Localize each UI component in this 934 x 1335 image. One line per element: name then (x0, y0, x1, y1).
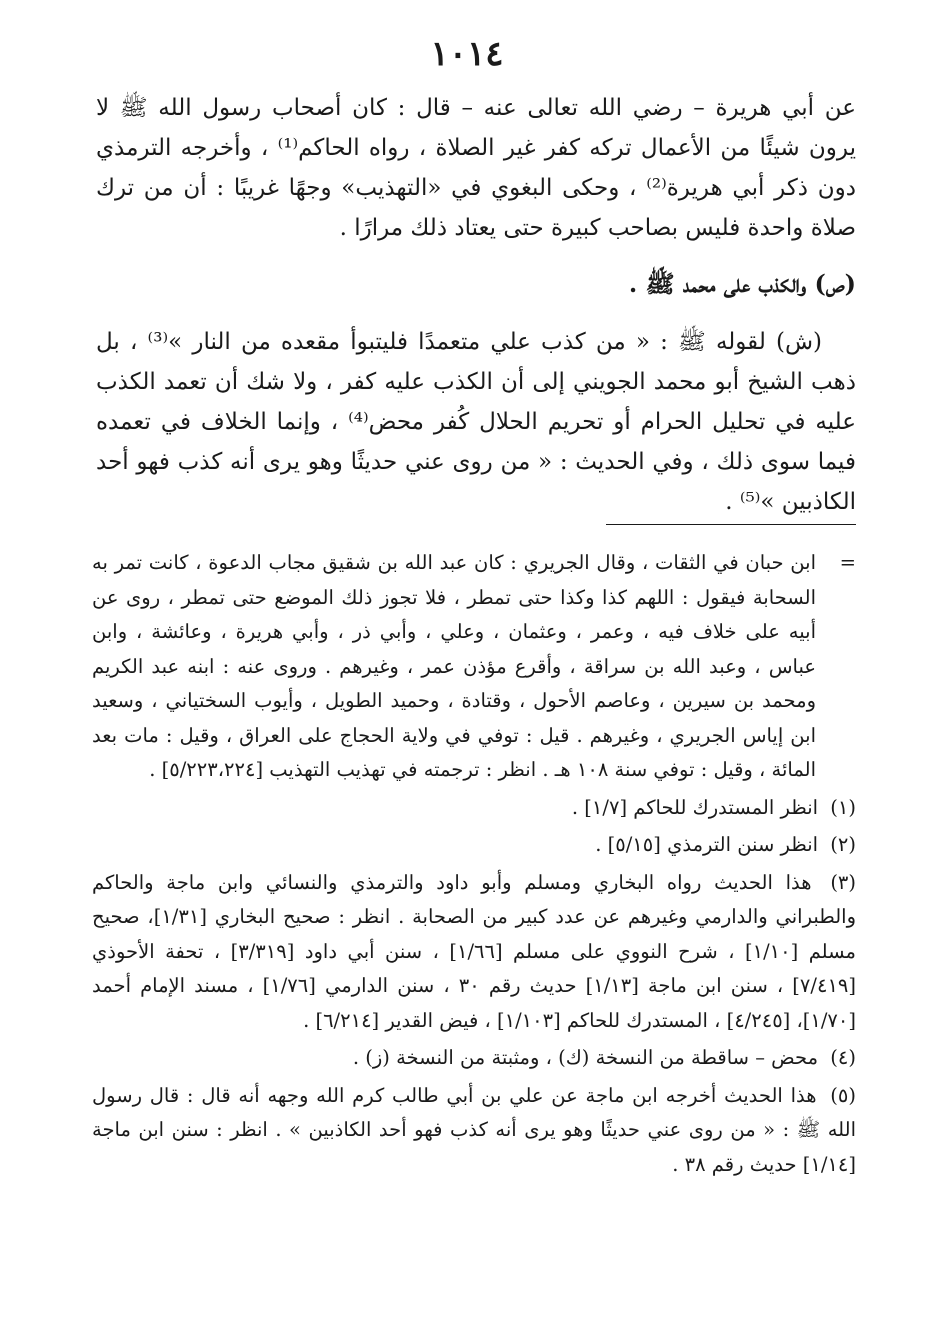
footnote-separator (606, 524, 856, 525)
footnote-4 (92, 1041, 856, 1076)
paragraph-commentary: (ش) لقوله ﷺ : « من كذب علي متعمدًا فليتبوأ مقعده من النار »⁽³⁾ ، بل ذهب الشيخ أبو محمد الجويني إلى أن الكذب عليه كفر ، ولا شك أن تعمد الكذب عليه في تحليل الحرام أو تحريم الحلال كُفر محض⁽⁴⁾ ، وإنما الخلاف في تعمده فيما سوى ذلك ، وفي الحديث : « من روى عني حديثًا وهو يرى أنه كذب فهو أحد الكاذبين »⁽⁵⁾ . (96, 329, 856, 515)
footnote-number: (١) (830, 795, 856, 819)
footnote-3 (92, 866, 856, 1039)
page-number: ١٠١٤ (430, 34, 504, 74)
footnote-2 (92, 828, 856, 863)
footnote-text: هذا الحديث رواه البخاري ومسلم وأبو داود والترمذي والنسائي وابن ماجة والحاكم والطبراني والدارمي وغيرهم عن عدد كبير من الصحابة . انظر : صحيح البخاري [١/٣١]، صحيح مسلم [١/١٠] ، شرح النووي على مسلم [١/٦٦] ، سنن أبي داود [٣/٣١٩] ، تحفة الأحوذي [٧/٤١٩] ، سنن ابن ماجة [١/١٣] حديث رقم ٣٠ ، سنن الدارمي [١/٧٦] ، مسند الإمام أحمد [١/٧٠]، [٤/٢٤٥] ، المستدرك للحاكم [١/١٠٣] ، فيض القدير [٦/٢١٤] . (92, 870, 856, 1032)
main-text (96, 88, 856, 522)
matn-heading: (ص) والكذب على محمد ﷺ . (628, 269, 856, 298)
footnote-number: (٤) (830, 1046, 856, 1069)
footnote-continuation-text: ابن حبان في الثقات ، وقال الجريري : كان عبد الله بن شقيق مجاب الدعوة ، كانت تمر به السحابة فيقول : اللهم كذا وكذا حتى تمطر ، فلا تجوز ذلك الموضع حتى تمطر ، روى عن أبيه على خلاف فيه ، وعمر ، وعثمان ، وعلي ، وأبي ذر ، وأبي هريرة ، وعائشة ، وابن عباس ، وعبد الله بن سراقة ، وأقرع مؤذن عمر ، وغيرهم . وروى عنه : ابنه عبد الكريم ومحمد بن سيرين ، وعاصم الأحول ، وقتادة ، وحميد الطويل ، وأيوب السختياني ، وسعيد ابن إياس الجريري ، وغيرهم . قيل : توفي في ولاية الحجاج على العراق ، وقيل : مات بعد المائة ، وقيل : توفي سنة ١٠٨ هـ . انظر : ترجمته في تهذيب التهذيب [٥/٢٢٣،٢٢٤] . (92, 551, 816, 781)
footnote-text: محض – ساقطة من النسخة (ك) ، ومثبتة من النسخة (ز) . (352, 1046, 819, 1069)
paragraph-hadith: عن أبي هريرة – رضي الله تعالى عنه – قال : كان أصحاب رسول الله ﷺ لا يرون شيئًا من الأعمال تركه كفر غير الصلاة ، رواه الحاكم⁽¹⁾ ، وأخرجه الترمذي دون ذكر أبي هريرة⁽²⁾ ، وحكى البغوي في «التهذيب» وجهًا غريبًا : أن من ترك صلاة واحدة فليس بصاحب كبيرة حتى يعتاد ذلك مرارًا . (96, 95, 856, 241)
footnote-continuation (92, 546, 856, 788)
footnote-number: (٥) (830, 1083, 856, 1107)
footnotes (92, 546, 856, 1182)
continuation-mark: = (839, 551, 856, 574)
footnote-number: (٣) (830, 870, 857, 894)
footnote-number: (٢) (830, 833, 856, 856)
footnote-text: انظر سنن الترمذي [٥/١٥] . (595, 833, 819, 856)
footnote-text: هذا الحديث أخرجه ابن ماجة عن علي بن أبي طالب كرم الله وجهه أنه قال : قال رسول الله ﷺ : « من روى عني حديثًا وهو يرى أنه كذب فهو أحد الكاذبين » . انظر : سنن ابن ماجة [١/١٤] حديث رقم ٣٨ . (92, 1083, 856, 1176)
footnote-5 (92, 1079, 856, 1183)
footnote-1 (92, 791, 856, 826)
footnote-text: انظر المستدرك للحاكم [١/٧] . (571, 795, 819, 819)
